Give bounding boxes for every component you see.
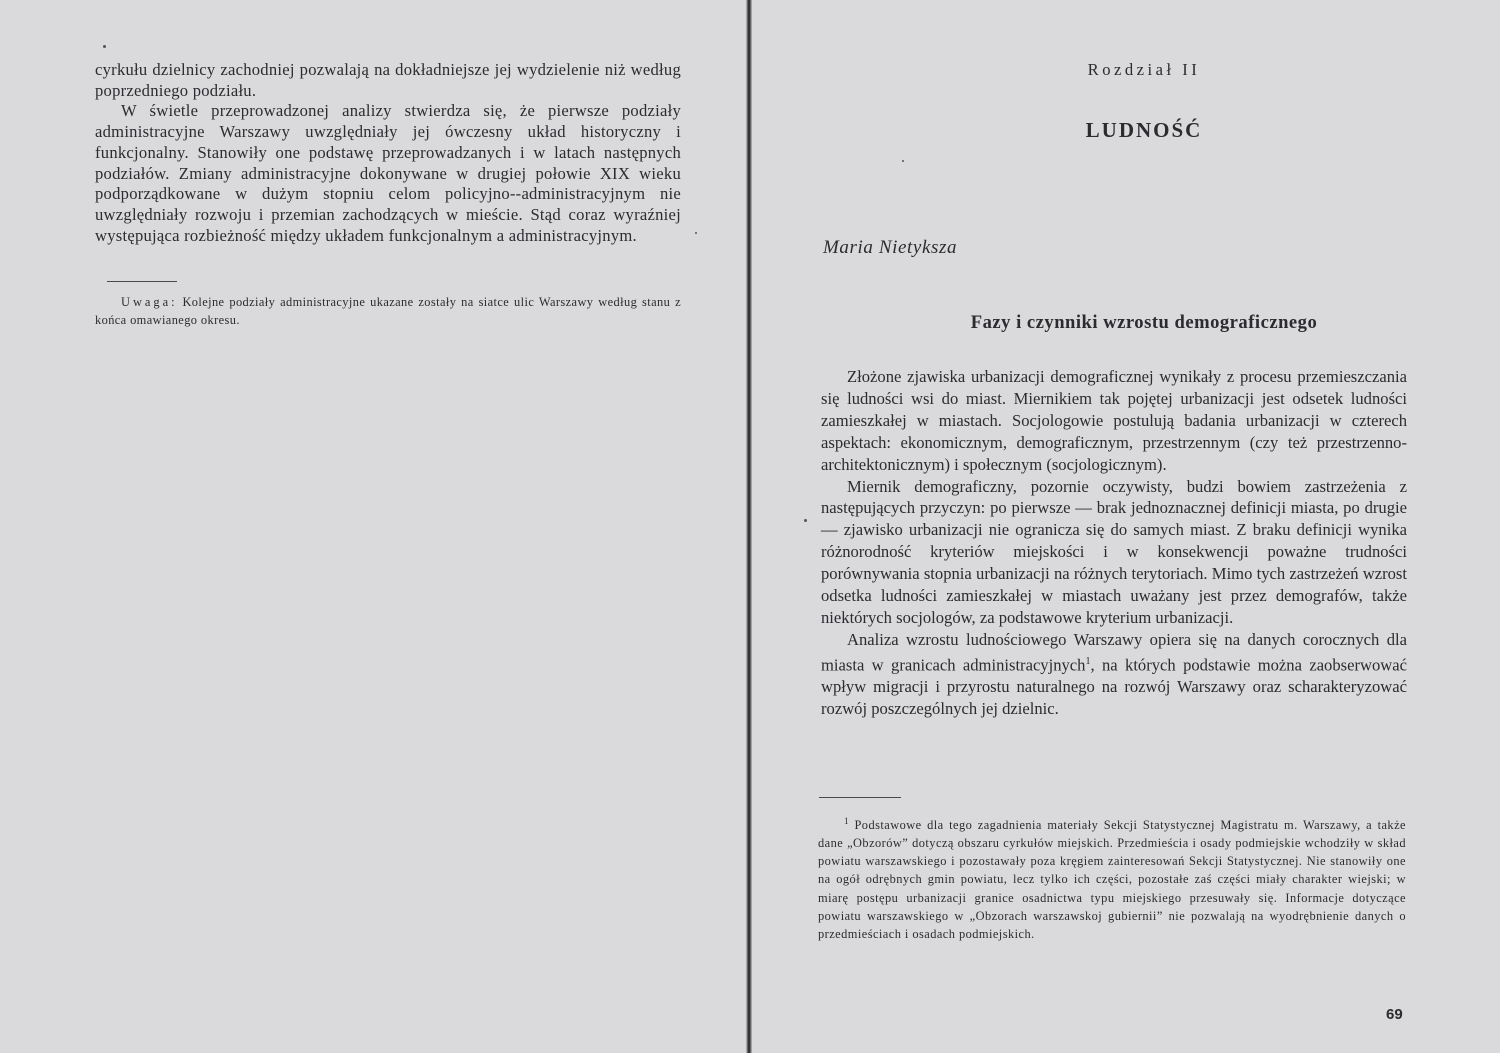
right-page (752, 0, 1500, 1053)
right-body-text (821, 366, 1407, 720)
paragraph-3-text-start: Analiza wzrostu ludnościowego Warszawy opiera się na danych corocznych dla miasta w granicach administracyjnych (821, 629, 1407, 675)
print-speck (902, 160, 904, 162)
left-paragraph-1: cyrkułu dzielnicy zachodniej pozwalają na dokładniejsze jej wydzielenie niż według poprzedniego podziału. (95, 60, 681, 100)
right-paragraph-3 (821, 629, 1407, 720)
chapter-label: Rozdział II (1087, 60, 1201, 79)
left-paragraph-2: W świetle przeprowadzonej analizy stwierdza się, że pierwsze podziały administracyjne Warszawy uwzględniały jej ówczesny układ historyczny i funkcjonalny. Stanowiły one podstawę przeprowadzanych i w latach następnych podziałów. Zmiany administracyjne dokonywane w drugiej połowie XIX wieku podporządkowane w dużym stopniu celom policyjno--administracyjnym nie uwzględniały rozwoju i przemian zachodzących w mieście. Stąd coraz wyraźniej występująca rozbieżność między układem funkcjonalnym a administracyjnym. (95, 101, 681, 245)
print-speck (103, 45, 106, 48)
right-paragraph-1: Złożone zjawiska urbanizacji demograficznej wynikały z procesu przemieszczania się ludności wsi do miast. Miernikiem tak pojętej urbanizacji jest odsetek ludności zamieszkałej w miastach. Socjologowie postulują badania urbanizacji w czterech aspektach: ekonomicznym, demograficznym, przestrzennym (czy też przestrzenno-architektonicznym) i społecznym (socjologicznym). (821, 367, 1407, 474)
footnote (818, 812, 1406, 943)
print-speck (695, 232, 697, 234)
paragraph-3-text-end: , na których podstawie można zaobserwować wpływ migracji i przyrostu naturalnego na rozwój Warszawy oraz scharakteryzować rozwój poszczególnych jej dzielnic. (821, 655, 1407, 719)
footnote-number: 1 (844, 816, 849, 826)
left-note (95, 294, 681, 329)
footnote-divider (819, 797, 901, 798)
note-label: Uwaga: (121, 295, 178, 309)
section-title: Fazy i czynniki wzrostu demograficznego (970, 312, 1318, 333)
note-text: Kolejne podziały administracyjne ukazane zostały na siatce ulic Warszawy według stanu z końca omawianego okresu. (95, 295, 681, 327)
left-page (0, 0, 746, 1053)
left-body-text (95, 60, 681, 246)
footnote-text: Podstawowe dla tego zagadnienia materiały Sekcji Statystycznej Magistratu m. Warszawy, a także dane „Obzorów” dotyczą obszaru cyrkułów miejskich. Przedmieścia i osady podmiejskie wchodziły w skład powiatu warszawskiego i pozostawały poza kręgiem zainteresowań Sekcji Statystycznej. Nie stanowiły one na ogół odrębnych gmin powiatu, lecz tylko ich części, pozostałe zaś części miały charakter wiejski; w miarę postępu urbanizacji granice osadnictwa typu miejskiego przesuwały się. Informacje dotyczące powiatu warszawskiego w „Obzorach warszawskoj gubiernii” nie pozwalają na wyodrębnienie danych o przedmieściach i osadach podmiejskich. (818, 818, 1406, 941)
chapter-title: LUDNOŚĆ (1085, 118, 1203, 142)
page-number: 69 (1386, 1006, 1403, 1023)
print-speck (804, 519, 807, 522)
note-divider (107, 281, 177, 282)
author-name: Maria Nietyksza (823, 237, 958, 258)
right-paragraph-2: Miernik demograficzny, pozornie oczywisty, budzi bowiem zastrzeżenia z następujących przyczyn: po pierwsze — brak jednoznacznej definicji miasta, po drugie — zjawisko urbanizacji nie ogranicza się do samych miast. Z braku definicji wynika różnorodność kryteriów miejskości i w konsekwencji poważne trudności porównywania stopnia urbanizacji na różnych terytoriach. Mimo tych zastrzeżeń wzrost odsetka ludności zamieszkałej w miastach uważany jest przez demografów, także niektórych socjologów, za podstawowe kryterium urbanizacji. (821, 476, 1407, 627)
footnote-reference: 1 (1085, 655, 1091, 667)
